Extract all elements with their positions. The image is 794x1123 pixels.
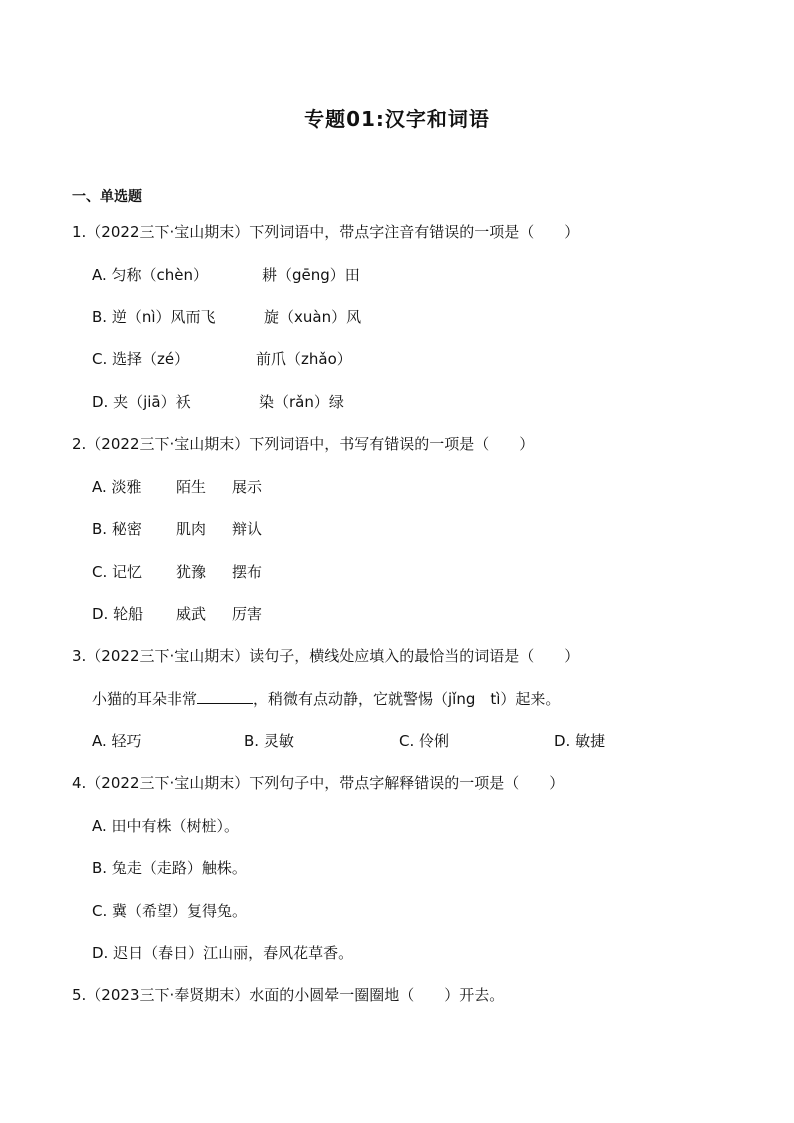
q1-option-a <box>92 265 360 285</box>
question-4-stem: 4.（2022三下·宝山期末）下列句子中，带点字解释错误的一项是（ ） <box>72 774 565 792</box>
q2-option-a-word2: 陌生 <box>176 478 207 496</box>
q1-option-a-part2: 耕（gēng）田 <box>262 266 360 284</box>
q2-option-d-word1: D. 轮船 <box>92 605 144 623</box>
q2-option-a-word3: 展示 <box>232 478 263 496</box>
question-1-stem: 1.（2022三下·宝山期末）下列词语中，带点字注音有错误的一项是（ ） <box>72 223 580 241</box>
q2-option-c-word3: 摆布 <box>232 563 263 581</box>
q3-sentence-after: ，稍微有点动静，它就警惕（jǐng tì）起来。 <box>253 690 561 708</box>
q2-option-a <box>92 477 263 497</box>
q2-option-d <box>92 604 263 624</box>
q4-option-b: B. 兔走（走路）触株。 <box>92 859 247 877</box>
question-5-stem: 5.（2023三下·奉贤期末）水面的小圆晕一圈圈地（ ）开去。 <box>72 986 505 1004</box>
q2-option-c-word1: C. 记忆 <box>92 563 143 581</box>
q1-option-d <box>92 392 344 412</box>
q2-option-b <box>92 519 263 539</box>
q2-option-b-word3: 辩认 <box>232 520 263 538</box>
q2-option-b-word2: 肌肉 <box>176 520 207 538</box>
q1-option-b-part1: B. 逆（nì）风而飞 <box>92 308 216 326</box>
q1-option-c-part2: 前爪（zhǎo） <box>256 350 352 368</box>
q4-option-d: D. 迟日（春日）江山丽，春风花草香。 <box>92 944 354 962</box>
q4-option-a: A. 田中有株（树桩）。 <box>92 817 240 835</box>
q3-fill-blank <box>197 689 253 704</box>
q2-option-d-word3: 厉害 <box>232 605 263 623</box>
q2-option-c-word2: 犹豫 <box>176 563 207 581</box>
q3-sentence-before: 小猫的耳朵非常 <box>92 690 198 708</box>
q3-options <box>92 731 606 751</box>
q1-option-c <box>92 349 352 369</box>
q4-option-c: C. 冀（希望）复得兔。 <box>92 902 248 920</box>
q1-option-d-part1: D. 夹（jiā）袄 <box>92 393 191 411</box>
q3-option-c: C. 伶俐 <box>399 732 450 750</box>
question-3-stem: 3.（2022三下·宝山期末）读句子，横线处应填入的最恰当的词语是（ ） <box>72 647 580 665</box>
q2-option-d-word2: 威武 <box>176 605 207 623</box>
q3-sentence <box>92 689 560 709</box>
question-2-stem: 2.（2022三下·宝山期末）下列词语中，书写有错误的一项是（ ） <box>72 435 535 453</box>
q1-option-b <box>92 307 362 327</box>
q1-option-c-part1: C. 选择（zé） <box>92 350 190 368</box>
q3-option-b: B. 灵敏 <box>244 732 294 750</box>
q1-option-d-part2: 染（rǎn）绿 <box>259 393 344 411</box>
q1-option-a-part1: A. 匀称（chèn） <box>92 266 209 284</box>
q3-option-d: D. 敏捷 <box>554 732 606 750</box>
q1-option-b-part2: 旋（xuàn）风 <box>264 308 362 326</box>
q2-option-b-word1: B. 秘密 <box>92 520 142 538</box>
q2-option-a-word1: A. 淡雅 <box>92 478 142 496</box>
q3-option-a: A. 轻巧 <box>92 732 142 750</box>
q2-option-c <box>92 562 263 582</box>
section-heading: 一、单选题 <box>72 189 142 205</box>
page-title: 专题01:汉字和词语 <box>304 107 490 131</box>
